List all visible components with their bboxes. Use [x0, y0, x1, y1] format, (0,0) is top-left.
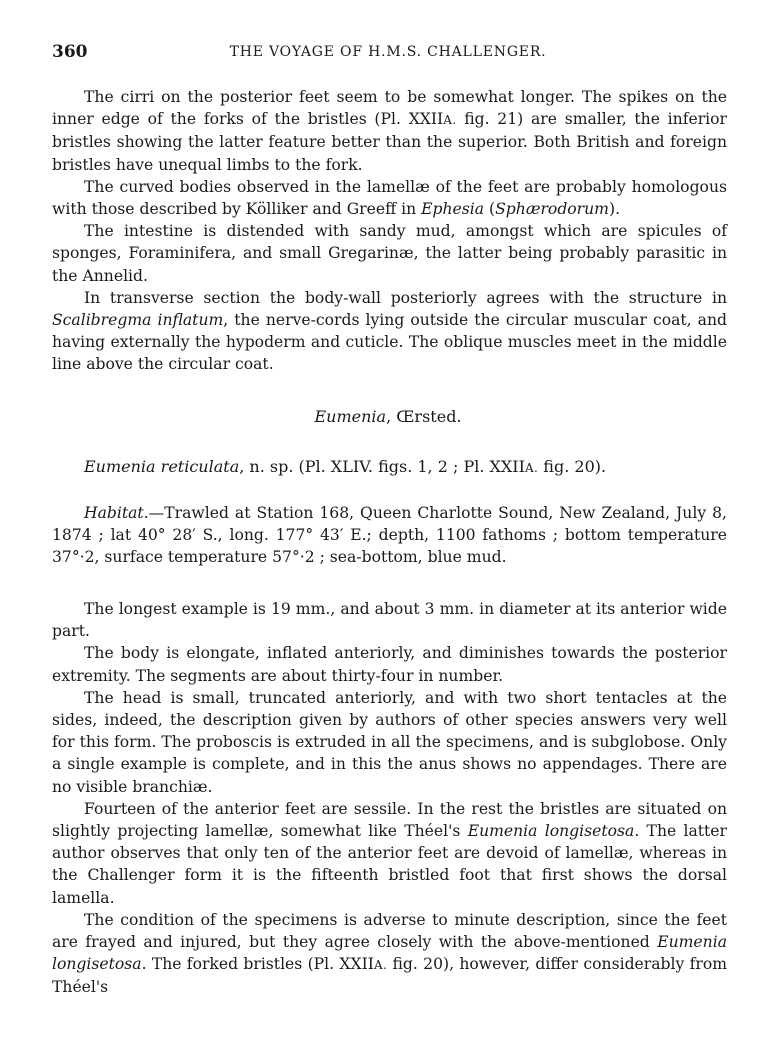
- paragraph-transverse-section: In transverse section the body-wall posteriorly agrees with the structure in Scalibregma inflatum, the nerve-cords lying outside the circular muscular coat, and having externally the hypoderm and cuticle. The oblique muscles meet in the middle line above the circular coat.: [52, 288, 728, 374]
- paragraph-feet: Fourteen of the anterior feet are sessile. In the rest the bristles are situated on slightly projecting lamellæ, somewhat like Théel's Eumenia longisetosa. The latter author observes that only ten of the anterior feet are devoid of lamellæ, whereas in the Challenger form it is the fifteenth bristled foot that first shows the dorsal lamella.: [52, 799, 727, 907]
- paragraph-curved-bodies: The curved bodies observed in the lamellæ of the feet are probably homologous with those described by Kölliker and Greeff in Ephesia (Sphærodorum).: [52, 177, 727, 219]
- habitat-block: [52, 502, 727, 569]
- section-scalibregma-notes: [52, 86, 727, 376]
- page-number: 360: [52, 42, 88, 62]
- species-name: Scalibregma inflatum: [52, 311, 224, 330]
- paragraph-head: The head is small, truncated anteriorly, and with two short tentacles at the sides, indeed, the description given by authors of other species answers very well for this form. The proboscis is extruded in all the specimens, and is subglobose. Only a single example is complete, and in this the anus shows no appendages. There are no visible branchiæ.: [52, 688, 727, 796]
- species-name: Eumenia longisetosa: [467, 822, 635, 841]
- section-eumenia-description: [52, 598, 727, 999]
- paragraph-size: The longest example is 19 mm., and about 3 mm. in diameter at its anterior wide part.: [52, 600, 727, 641]
- habitat-label: Habitat.: [84, 504, 149, 522]
- paragraph-body: The body is elongate, inflated anteriorly, and diminishes towards the posterior extremity. The segments are about thirty-four in number.: [52, 644, 727, 685]
- genus-heading: Eumenia, Œrsted.: [314, 407, 462, 426]
- genus-name: Ephesia: [421, 200, 485, 219]
- paragraph-cirri: The cirri on the posterior feet seem to be somewhat longer. The spikes on the inner edge of the forks of the bristles (Pl. XXIIA. fig. 21) are smaller, the inferior bristles showing the latter feature better than the superior. Both British and foreign bristles have unequal limbs to the fork.: [52, 88, 727, 174]
- paragraph-intestine: The intestine is distended with sandy mud, amongst which are spicules of sponges, Foraminifera, and small Gregarinæ, the latter being probably parasitic in the Annelid.: [52, 222, 727, 285]
- page-header: [52, 42, 724, 64]
- species-heading: Eumenia reticulata, n. sp. (Pl. XLIV. figs. 1, 2 ; Pl. XXIIA. fig. 20).: [84, 457, 607, 476]
- species-name: Eumenia longisetosa: [52, 933, 727, 974]
- running-head: THE VOYAGE OF H.M.S. CHALLENGER.: [229, 44, 547, 60]
- paragraph-condition: The condition of the specimens is adverse to minute description, since the feet are frayed and injured, but they agree closely with the above-mentioned Eumenia longisetosa. The forked bristles (Pl. XXIIA. fig. 20), however, differ considerably from Théel's: [52, 910, 728, 997]
- subgenus-name: Sphærodorum: [495, 200, 609, 219]
- habitat-paragraph: Habitat.—Trawled at Station 168, Queen Charlotte Sound, New Zealand, July 8, 1874 ; lat 40° 28′ S., long. 177° 43′ E.; depth, 1100 fathoms ; bottom temperature 37°·2, surface temperature 57°·2 ; sea-bottom, blue mud.: [52, 504, 727, 567]
